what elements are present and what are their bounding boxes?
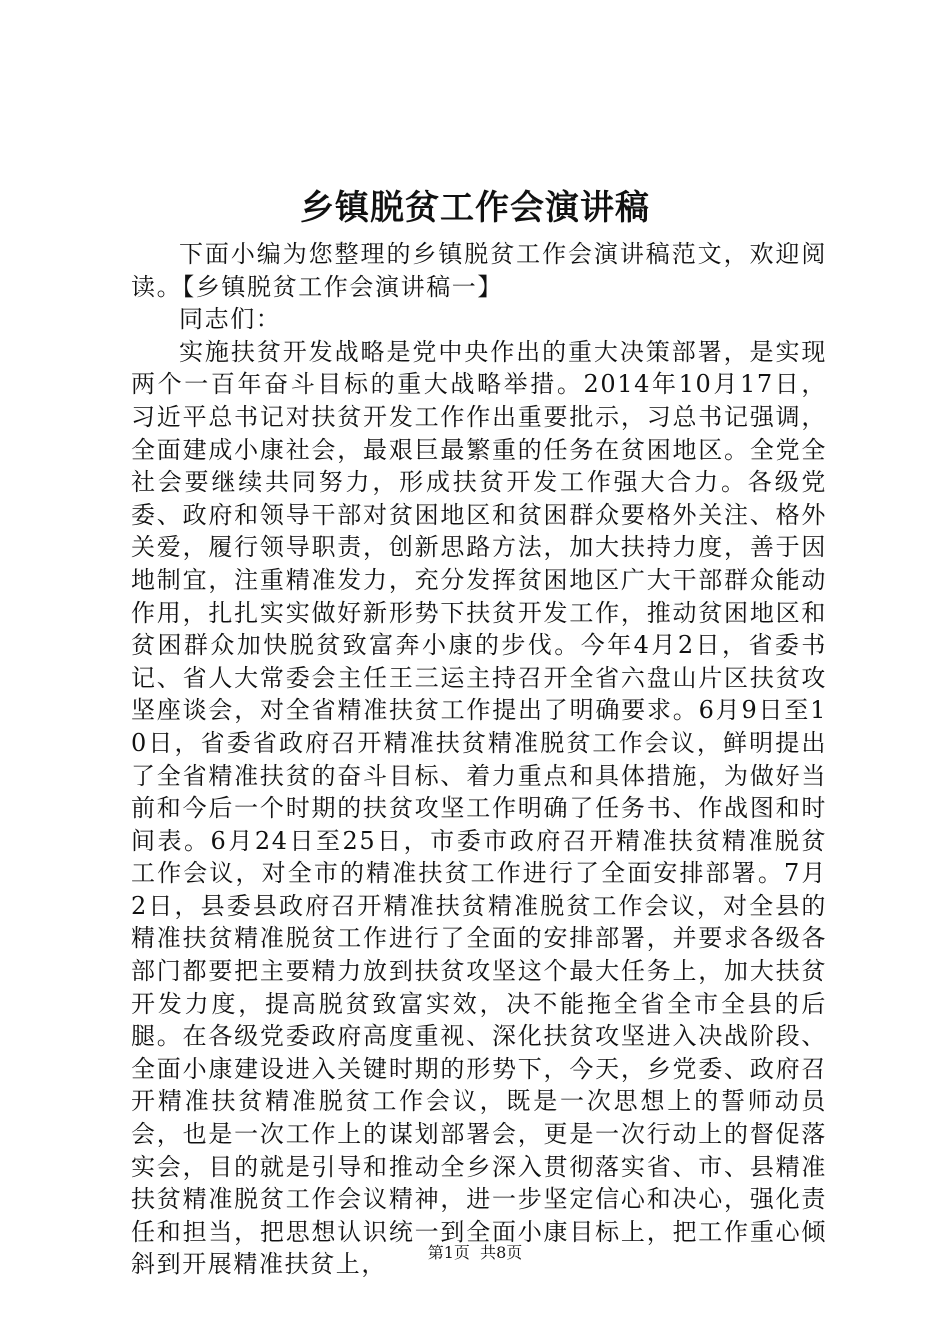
main-paragraph: 实施扶贫开发战略是党中央作出的重大决策部署，是实现两个一百年奋斗目标的重大战略举措。2014年10月17日，习近平总书记对扶贫开发工作作出重要批示，习总书记强调，全面建成小康社会，最艰巨最繁重的任务在贫困地区。全党全社会要继续共同努力，形成扶贫开发工作强大合力。各级党委、政府和领导干部对贫困地区和贫困群众要格外关注、格外关爱，履行领导职责，创新思路方法，加大扶持力度，善于因地制宜，注重精准发力，充分发挥贫困地区广大干部群众能动作用，扎扎实实做好新形势下扶贫开发工作，推动贫困地区和贫困群众加快脱贫致富奔小康的步伐。今年4月2日，省委书记、省人大常委会主任王三运主持召开全省六盘山片区扶贫攻坚座谈会，对全省精准扶贫工作提出了明确要求。6月9日至10日，省委省政府召开精准扶贫精准脱贫工作会议，鲜明提出了全省精准扶贫的奋斗目标、着力重点和具体措施，为做好当前和今后一个时期的扶贫攻坚工作明确了任务书、作战图和时间表。6月24日至25日，市委市政府召开精准扶贫精准脱贫工作会议，对全市的精准扶贫工作进行了全面安排部署。7月2日，县委县政府召开精准扶贫精准脱贫工作会议，对全县的精准扶贫精准脱贫工作进行了全面的安排部署，并要求各级各部门都要把主要精力放到扶贫攻坚这个最大任务上，加大扶贫开发力度，提高脱贫致富实效，决不能拖全省全市全县的后腿。在各级党委政府高度重视、深化扶贫攻坚进入决战阶段、全面小康建设进入关键时期的形势下，今天，乡党委、政府召开精准扶贫精准脱贫工作会议，既是一次思想上的誓师动员会，也是一次工作上的谋划部署会，更是一次行动上的督促落实会，目的就是引导和推动全乡深入贯彻落实省、市、县精准扶贫精准脱贫工作会议精神，进一步坚定信心和决心，强化责任和担当，把思想认识统一到全面小康目标上，把工作重心倾斜到开展精准扶贫上， bbox=[131, 337, 827, 1279]
document-title: 乡镇脱贫工作会演讲稿 bbox=[300, 188, 650, 228]
intro-paragraph: 下面小编为您整理的乡镇脱贫工作会演讲稿范文，欢迎阅读。【乡镇脱贫工作会演讲稿一】 bbox=[131, 240, 827, 301]
page-total: 共8页 bbox=[480, 1243, 523, 1262]
document-body bbox=[131, 238, 827, 1281]
page-number: 第1页 bbox=[427, 1243, 470, 1262]
page-footer bbox=[0, 1242, 950, 1264]
salutation-paragraph: 同志们： bbox=[179, 305, 282, 334]
